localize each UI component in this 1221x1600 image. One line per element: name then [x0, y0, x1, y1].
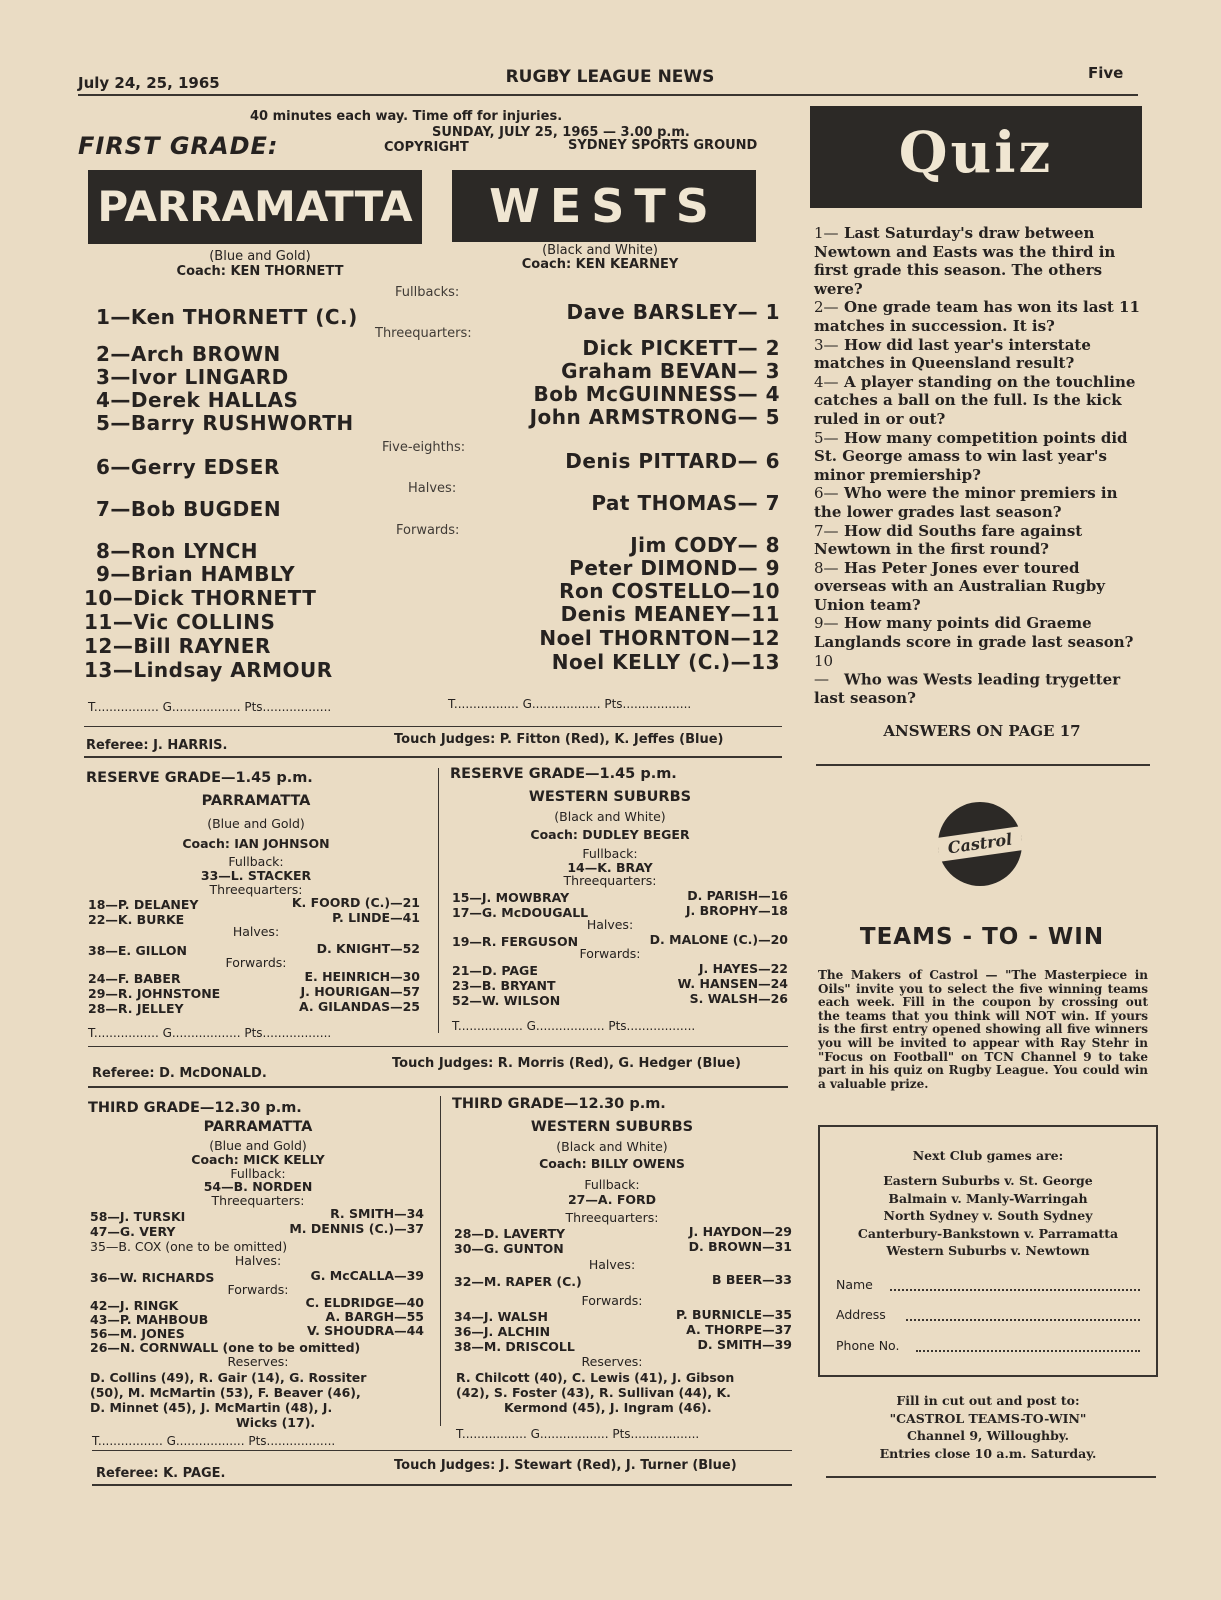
label: Halves: [234, 1253, 282, 1268]
third-home-coach: Coach: MICK KELLY [191, 1152, 325, 1167]
entry-coupon [818, 1125, 1158, 1377]
game-option[interactable]: North Sydney v. South Sydney [883, 1208, 1093, 1223]
question-text: How many points did Graeme Langlands score in grade last season? [814, 614, 1134, 652]
away-player: Denis MEANEY—11 [560, 602, 780, 626]
postal-instructions [818, 1392, 1158, 1462]
home-team-banner: PARRAMATTA [88, 170, 422, 244]
label: Forwards: [579, 946, 641, 961]
rule [826, 1476, 1156, 1478]
quiz-question [814, 429, 1150, 485]
rule [88, 1086, 788, 1088]
phone-field[interactable] [916, 1350, 1140, 1352]
touch-judges: Touch Judges: P. Fitton (Red), K. Jeffes (Blue) [394, 732, 724, 747]
player: K. FOORD (C.)—21 [291, 895, 420, 910]
home-player: 3—Ivor LINGARD [96, 365, 289, 389]
player: 36—J. ALCHIN [454, 1324, 551, 1339]
player: 42—J. RINGK [90, 1298, 179, 1313]
player: D. KNIGHT—52 [316, 941, 420, 956]
fullback: 54—B. NORDEN [203, 1179, 313, 1194]
away-player: Ron COSTELLO—10 [559, 579, 780, 603]
quiz-question [814, 224, 1150, 298]
home-player: 11—Vic COLLINS [84, 610, 276, 634]
castrol-logo [938, 802, 1022, 886]
player: 24—F. BABER [88, 971, 181, 986]
label: Halves: [588, 1257, 636, 1272]
away-colours: (Black and White) [542, 243, 658, 258]
player: 23—B. BRYANT [452, 978, 556, 993]
score-line: T................. G.................. Pts.................. [88, 1026, 332, 1040]
question-text: How did last year's interstate matches in Queensland result? [814, 335, 1091, 373]
player: A. GILANDAS—25 [299, 999, 420, 1014]
away-player: Dick PICKETT— 2 [582, 336, 780, 360]
reserves-line: D. Minnet (45), J. McMartin (48), J. [90, 1400, 333, 1415]
rule [816, 764, 1150, 766]
fullback: 33—L. STACKER [200, 868, 312, 883]
player: 22—K. BURKE [88, 912, 185, 927]
away-player: Jim CODY— 8 [630, 533, 780, 557]
third-away-title: THIRD GRADE—12.30 p.m. [452, 1096, 666, 1112]
quiz-question [814, 298, 1150, 335]
player: 21—D. PAGE [452, 963, 538, 978]
next-games-list [820, 1172, 1156, 1260]
player: 34—J. WALSH [454, 1309, 548, 1324]
label: Halves: [586, 917, 634, 932]
player: D. PARISH—16 [687, 888, 788, 903]
question-number: 5— [814, 428, 839, 447]
game-option[interactable]: Western Suburbs v. Newtown [886, 1243, 1090, 1258]
quiz-question [814, 522, 1150, 559]
venue: SYDNEY SPORTS GROUND [568, 138, 758, 153]
player: B BEER—33 [711, 1272, 792, 1287]
player: J. HOURIGAN—57 [300, 984, 420, 999]
away-player: Noel KELLY (C.)—13 [551, 650, 780, 674]
label: Reserves: [227, 1354, 289, 1369]
player: A. BARGH—55 [325, 1309, 424, 1324]
page-number: Five [1088, 64, 1124, 82]
away-coach: Coach: KEN KEARNEY [521, 257, 679, 272]
player: 30—G. GUNTON [454, 1241, 564, 1256]
player: 28—R. JELLEY [88, 1001, 184, 1016]
home-player: 4—Derek HALLAS [96, 388, 299, 412]
player: R. SMITH—34 [330, 1206, 424, 1221]
reserve-away-title: RESERVE GRADE—1.45 p.m. [450, 766, 677, 782]
home-player: 7—Bob BUGDEN [96, 497, 282, 521]
label: Forwards: [227, 1282, 289, 1297]
pos-five-eighths: Five-eighths: [382, 440, 466, 455]
post-line: Fill in cut out and post to: [896, 1393, 1080, 1408]
label: Halves: [232, 924, 280, 939]
player: 36—W. RICHARDS [90, 1270, 215, 1285]
pos-forwards: Forwards: [396, 523, 460, 538]
player: E. HEINRICH—30 [304, 969, 420, 984]
label: Threequarters: [565, 1210, 659, 1225]
quiz-title: Quiz [898, 120, 1054, 186]
rule [92, 1484, 792, 1486]
player: 38—M. DRISCOLL [454, 1339, 575, 1354]
player: D. SMITH—39 [697, 1337, 792, 1352]
player: 18—P. DELANEY [88, 897, 199, 912]
address-label: Address [836, 1307, 886, 1322]
quiz-questions [814, 224, 1150, 707]
quiz-question [814, 336, 1150, 373]
away-player: Denis PITTARD— 6 [565, 449, 780, 473]
third-home-colours: (Blue and Gold) [209, 1138, 307, 1153]
player: 28—D. LAVERTY [454, 1226, 566, 1241]
referee: Referee: D. McDONALD. [92, 1066, 267, 1081]
pos-halves: Halves: [408, 481, 457, 496]
away-player: John ARMSTRONG— 5 [529, 405, 780, 429]
home-player: 5—Barry RUSHWORTH [96, 411, 354, 435]
question-number: 9— [814, 614, 839, 633]
reserve-away-coach: Coach: DUDLEY BEGER [530, 827, 690, 842]
home-player: 12—Bill RAYNER [84, 634, 271, 658]
referee: Referee: K. PAGE. [96, 1466, 226, 1481]
pos-fullbacks: Fullbacks: [395, 285, 460, 300]
question-number: 2— [814, 298, 839, 317]
teams-to-win-heading: TEAMS - TO - WIN [859, 924, 1105, 950]
player: 47—G. VERY [90, 1224, 176, 1239]
home-colours: (Blue and Gold) [209, 249, 311, 264]
quiz-question [814, 614, 1150, 651]
touch-judges: Touch Judges: R. Morris (Red), G. Hedger (Blue) [392, 1056, 741, 1071]
player: M. DENNIS (C.)—37 [289, 1221, 424, 1236]
player: P. BURNICLE—35 [676, 1307, 792, 1322]
player: W. HANSEN—24 [677, 976, 788, 991]
question-number: 10— [814, 651, 834, 689]
away-player: Noel THORNTON—12 [539, 626, 780, 650]
reserves-line: (50), M. McMartin (53), F. Beaver (46), [90, 1385, 361, 1400]
player: 15—J. MOWBRAY [452, 890, 570, 905]
away-player: Peter DIMOND— 9 [569, 556, 780, 580]
reserves-line: (42), S. Foster (43), R. Sullivan (44), K. [456, 1385, 731, 1400]
reserves-line: Kermond (45), J. Ingram (46). [504, 1400, 712, 1415]
address-field[interactable] [906, 1319, 1140, 1321]
quiz-question [814, 559, 1150, 615]
player: 56—M. JONES [90, 1326, 185, 1341]
quiz-banner [810, 106, 1142, 208]
pos-threequarters: Threequarters: [375, 326, 472, 341]
game-option[interactable]: Eastern Suburbs v. St. George [883, 1173, 1093, 1188]
player: 19—R. FERGUSON [452, 934, 579, 949]
player: J. HAYDON—29 [688, 1224, 792, 1239]
first-grade-label: FIRST GRADE: [78, 132, 279, 160]
label: Forwards: [225, 955, 287, 970]
home-player: 10—Dick THORNETT [84, 586, 317, 610]
quiz-question [814, 652, 1150, 708]
home-player: 9—Brian HAMBLY [96, 562, 296, 586]
copyright: COPYRIGHT [384, 140, 469, 155]
reserve-home-colours: (Blue and Gold) [207, 816, 305, 831]
reserves-line: R. Chilcott (40), C. Lewis (41), J. Gibson [456, 1370, 735, 1385]
home-score-line: T................. G.................. Pts.................. [88, 700, 332, 714]
label: Forwards: [581, 1293, 643, 1308]
question-number: 7— [814, 521, 839, 540]
header-rule [78, 94, 1138, 96]
match-datetime: SUNDAY, JULY 25, 1965 — 3.00 p.m. [432, 125, 690, 140]
rule [84, 756, 782, 758]
home-player: 13—Lindsay ARMOUR [84, 658, 333, 682]
player: 58—J. TURSKI [90, 1209, 186, 1224]
question-text: Last Saturday's draw between Newtown and Easts was the third in first grade this season. The others were? [814, 224, 1116, 298]
match-duration: 40 minutes each way. Time off for injuries. [250, 109, 563, 124]
player: 29—R. JOHNSTONE [88, 986, 221, 1001]
rule [88, 1046, 788, 1047]
question-number: 1— [814, 224, 839, 242]
home-player: 8—Ron LYNCH [96, 539, 259, 563]
touch-judges: Touch Judges: J. Stewart (Red), J. Turner (Blue) [394, 1458, 737, 1473]
question-number: 4— [814, 372, 839, 391]
home-coach: Coach: KEN THORNETT [176, 264, 344, 279]
fullback: 14—K. BRAY [567, 860, 653, 875]
player: 32—M. RAPER (C.) [454, 1274, 582, 1289]
player: S. WALSH—26 [689, 991, 788, 1006]
quiz-question [814, 373, 1150, 429]
question-text: A player standing on the touchline catches a ball on the full. Is the kick ruled in or out? [814, 372, 1136, 428]
player: 43—P. MAHBOUB [90, 1312, 209, 1327]
away-team-banner: WESTS [452, 170, 756, 242]
quiz-question [814, 484, 1150, 521]
label: Fullback: [230, 1166, 286, 1181]
post-line: "CASTROL TEAMS-TO-WIN" [889, 1410, 1087, 1426]
referee: Referee: J. HARRIS. [86, 738, 228, 753]
rule [92, 1450, 792, 1451]
player: P. LINDE—41 [332, 910, 420, 925]
label: Fullback: [228, 854, 284, 869]
player: G. McCALLA—39 [310, 1268, 424, 1283]
away-player: Pat THOMAS— 7 [591, 491, 780, 515]
masthead: RUGBY LEAGUE NEWS [505, 67, 715, 87]
label: Fullback: [584, 1177, 640, 1192]
game-option[interactable]: Canterbury-Bankstown v. Parramatta [857, 1225, 1119, 1241]
label: Fullback: [582, 846, 638, 861]
question-text: Who was Wests leading trygetter last season? [814, 670, 1121, 707]
post-line: Channel 9, Willoughby. [906, 1428, 1069, 1443]
away-score-line: T................. G.................. Pts.................. [448, 697, 692, 711]
column-divider [440, 1096, 441, 1426]
question-text: How many competition points did St. George amass to win last year's minor premiership? [814, 428, 1128, 484]
question-text: Has Peter Jones ever toured overseas with an Australian Rugby Union team? [814, 558, 1105, 614]
player: 52—W. WILSON [452, 993, 561, 1008]
player: J. BROPHY—18 [685, 903, 788, 918]
label: Threequarters: [563, 873, 657, 888]
label: Reserves: [581, 1354, 643, 1369]
home-player: 1—Ken THORNETT (C.) [96, 305, 358, 329]
player: C. ELDRIDGE—40 [305, 1295, 424, 1310]
home-player: 6—Gerry EDSER [96, 455, 280, 479]
reserve-home-title: RESERVE GRADE—1.45 p.m. [86, 770, 313, 786]
player: V. SHOUDRA—44 [307, 1323, 424, 1338]
reserve-home-team: PARRAMATTA [201, 793, 311, 809]
castrol-logo-text: Castrol [937, 826, 1024, 861]
reserves-line: D. Collins (49), R. Gair (14), G. Rossiter [90, 1370, 367, 1385]
home-player: 2—Arch BROWN [96, 342, 281, 366]
question-text: Who were the minor premiers in the lower grades last season? [814, 484, 1118, 521]
game-option[interactable]: Balmain v. Manly-Warringah [888, 1190, 1088, 1206]
name-field[interactable] [890, 1289, 1140, 1291]
question-number: 3— [814, 335, 839, 354]
score-line: T................. G.................. Pts.................. [452, 1019, 696, 1033]
fullback: 27—A. FORD [567, 1192, 657, 1207]
third-away-colours: (Black and White) [556, 1139, 668, 1154]
reserve-away-team: WESTERN SUBURBS [528, 789, 692, 805]
player: J. HAYES—22 [698, 961, 788, 976]
away-player: Bob McGUINNESS— 4 [533, 382, 780, 406]
phone-label: Phone No. [836, 1338, 900, 1353]
castrol-intro: The Makers of Castrol — "The Masterpiece in Oils" invite you to select the five winning teams each week. Fill in the coupon by crossing out the teams that you think will NOT win. If yours is the first entry opened showing all five winners you will be invited to appear with Ray Stehr in "Focus on Football" on TCN Channel 9 to take part in his quiz on Rugby League. You could win a valuable prize. [818, 968, 1148, 1091]
column-divider [438, 768, 439, 1033]
rule [84, 726, 782, 727]
third-home-title: THIRD GRADE—12.30 p.m. [88, 1100, 302, 1116]
name-label: Name [836, 1277, 873, 1292]
label: Threequarters: [211, 1193, 305, 1208]
third-away-team: WESTERN SUBURBS [530, 1119, 694, 1135]
third-home-team: PARRAMATTA [203, 1119, 313, 1135]
question-number: 6— [814, 484, 839, 503]
player: 17—G. McDOUGALL [452, 905, 589, 920]
quiz-answers-note: ANSWERS ON PAGE 17 [883, 722, 1081, 740]
post-line: Entries close 10 a.m. Saturday. [879, 1445, 1097, 1461]
reserves-line: Wicks (17). [236, 1415, 316, 1430]
next-games-label: Next Club games are: [912, 1148, 1064, 1163]
player: 38—E. GILLON [88, 943, 188, 958]
player-note: 26—N. CORNWALL (one to be omitted) [90, 1340, 361, 1355]
away-player: Dave BARSLEY— 1 [566, 300, 780, 324]
away-player: Graham BEVAN— 3 [561, 359, 780, 383]
label: Threequarters: [209, 882, 303, 897]
reserve-home-coach: Coach: IAN JOHNSON [182, 836, 330, 851]
score-line: T................. G.................. Pts.................. [92, 1434, 336, 1448]
player: D. MALONE (C.)—20 [649, 932, 788, 947]
reserve-away-colours: (Black and White) [554, 809, 666, 824]
issue-date: July 24, 25, 1965 [78, 74, 220, 92]
question-number: 8— [814, 558, 839, 577]
player: D. BROWN—31 [688, 1239, 792, 1254]
third-away-coach: Coach: BILLY OWENS [539, 1156, 685, 1171]
question-text: One grade team has won its last 11 matches in succession. It is? [814, 298, 1140, 335]
score-line: T................. G.................. Pts.................. [456, 1427, 700, 1441]
player: A. THORPE—37 [686, 1322, 792, 1337]
player-note: 35—B. COX (one to be omitted) [90, 1239, 288, 1254]
question-text: How did Souths fare against Newtown in the first round? [814, 521, 1083, 559]
